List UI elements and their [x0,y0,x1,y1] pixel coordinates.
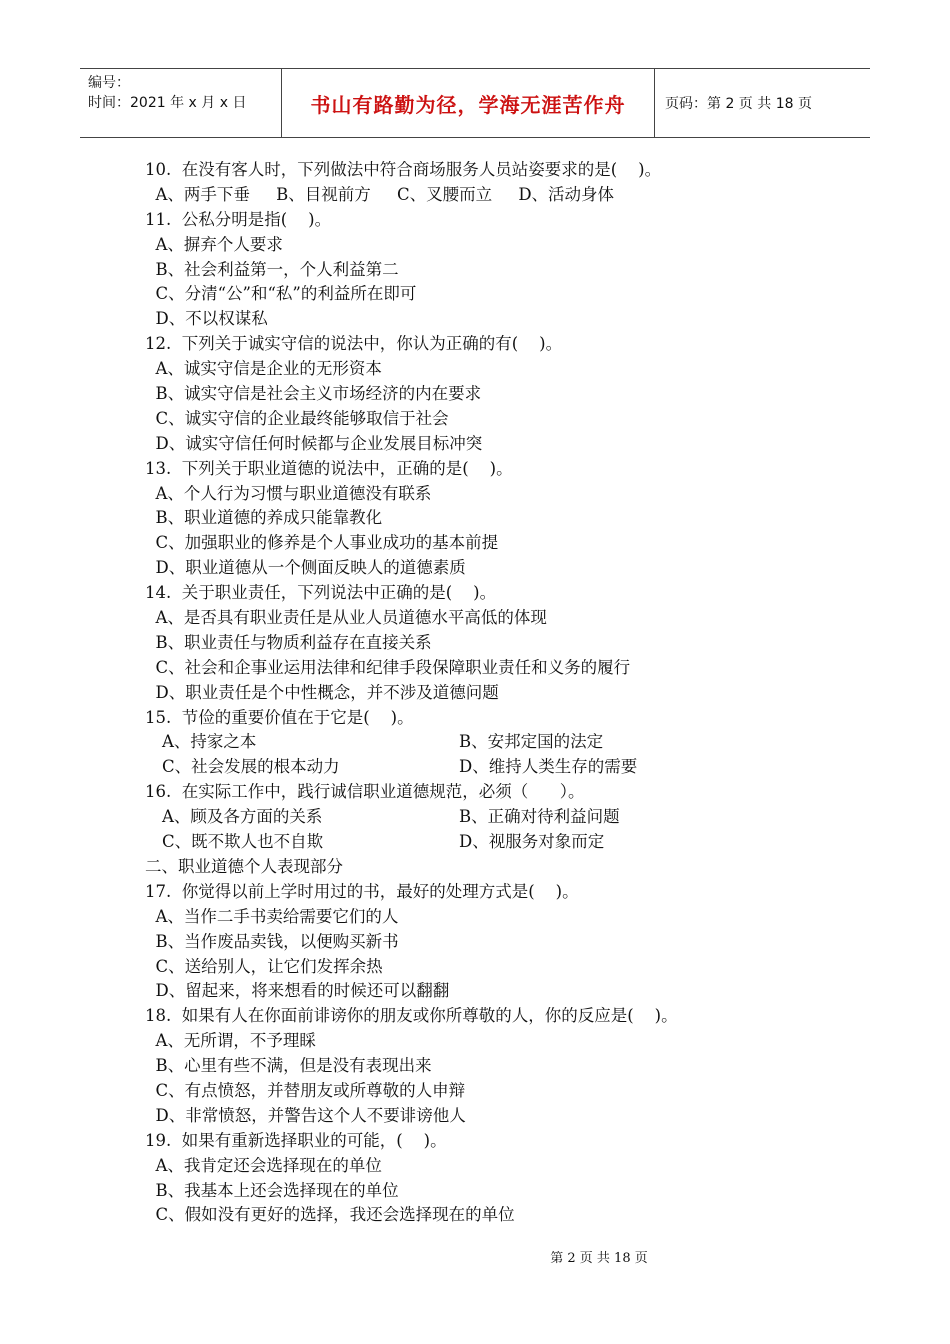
question-line: 11. 公私分明是指( )。 [145,209,332,229]
option-line: B、职业责任与物质利益存在直接关系 [145,632,432,652]
option-line: D、职业道德从一个侧面反映人的道德素质 [145,558,466,578]
option-line: A、两手下垂 B、目视前方 C、叉腰而立 D、活动身体 [145,184,615,204]
option-item: B、安邦定国的法定 [459,732,604,752]
option-item: D、维持人类生存的需要 [459,757,638,777]
option-line: D、不以权谋私 [145,309,268,329]
number-label: 编号： [88,75,130,91]
option-line: B、诚实守信是社会主义市场经济的内在要求 [145,384,482,404]
option-line: D、留起来，将来想看的时候还可以翻翻 [145,981,450,1001]
option-line: A、我肯定还会选择现在的单位 [145,1155,382,1175]
option-line: A、诚实守信是企业的无形资本 [145,359,382,379]
option-line: C、有点愤怒，并替朋友或所尊敬的人申辩 [145,1080,466,1100]
option-line: A、是否具有职业责任是从业人员道德水平高低的体现 [145,608,547,628]
page-header [80,68,870,138]
option-line: C、加强职业的修养是个人事业成功的基本前提 [145,533,499,553]
question-line: 14. 关于职业责任，下列说法中正确的是( )。 [145,583,497,603]
option-line: A、无所谓，不予理睬 [145,1031,316,1051]
question-16: 16. 在实际工作中，践行诚信职业道德规范，必须（ ）。 [145,782,585,802]
header-page-info: 页码：第 2 页 共 18 页 [665,96,812,112]
option-line: C、诚实守信的企业最终能够取信于社会 [145,408,449,428]
option-item: A、顾及各方面的关系 [162,807,323,827]
header-meta [80,69,282,137]
option-item: A、持家之本 [162,732,257,752]
option-line: C、假如没有更好的选择，我还会选择现在的单位 [145,1205,515,1225]
option-row [145,730,825,755]
question-line: 12. 下列关于诚实守信的说法中，你认为正确的有( )。 [145,334,563,354]
option-line: C、社会和企事业运用法律和纪律手段保障职业责任和义务的履行 [145,657,631,677]
option-line: A、摒弃个人要求 [145,234,283,254]
option-line: B、社会利益第一，个人利益第二 [145,259,399,279]
option-item: B、正确对待利益问题 [459,807,620,827]
option-line: D、非常愤怒，并警告这个人不要诽谤他人 [145,1105,466,1125]
option-row [145,805,825,830]
option-line: B、我基本上还会选择现在的单位 [145,1180,399,1200]
option-line: A、当作二手书卖给需要它们的人 [145,906,399,926]
option-row [145,755,825,780]
question-line: 19. 如果有重新选择职业的可能，( )。 [145,1130,447,1150]
option-line: B、心里有些不满，但是没有表现出来 [145,1056,432,1076]
question-line: 15. 节俭的重要价值在于它是( )。 [145,707,414,727]
question-line: 17. 你觉得以前上学时用过的书，最好的处理方式是( )。 [145,881,579,901]
option-row [145,830,825,855]
option-item: C、社会发展的根本动力 [162,757,340,777]
header-motto: 书山有路勤为径，学海无涯苦作舟 [282,69,655,137]
page-footer: 第 2 页 共 18 页 [550,1251,648,1266]
question-line: 18. 如果有人在你面前诽谤你的朋友或你所尊敬的人，你的反应是( )。 [145,1006,678,1026]
option-item: D、视服务对象而定 [459,832,605,852]
option-line: B、当作废品卖钱，以便购买新书 [145,931,399,951]
option-line: D、职业责任是个中性概念，并不涉及道德问题 [145,682,499,702]
option-line: D、诚实守信任何时候都与企业发展目标冲突 [145,433,483,453]
option-item: C、既不欺人也不自欺 [162,832,324,852]
option-line: C、送给别人，让它们发挥余热 [145,956,383,976]
option-line: C、分清“公”和“私”的利益所在即可 [145,284,417,304]
document-body [145,158,825,1228]
question-line: 13. 下列关于职业道德的说法中，正确的是( )。 [145,458,513,478]
question-line: 10. 在没有客人时，下列做法中符合商场服务人员站姿要求的是( )。 [145,160,662,179]
option-line: B、职业道德的养成只能靠教化 [145,508,383,528]
time-label: 时间：2021 年 x 月 x 日 [88,95,247,111]
option-line: A、个人行为习惯与职业道德没有联系 [145,483,432,503]
question-line: 二、职业道德个人表现部分 [145,856,343,876]
